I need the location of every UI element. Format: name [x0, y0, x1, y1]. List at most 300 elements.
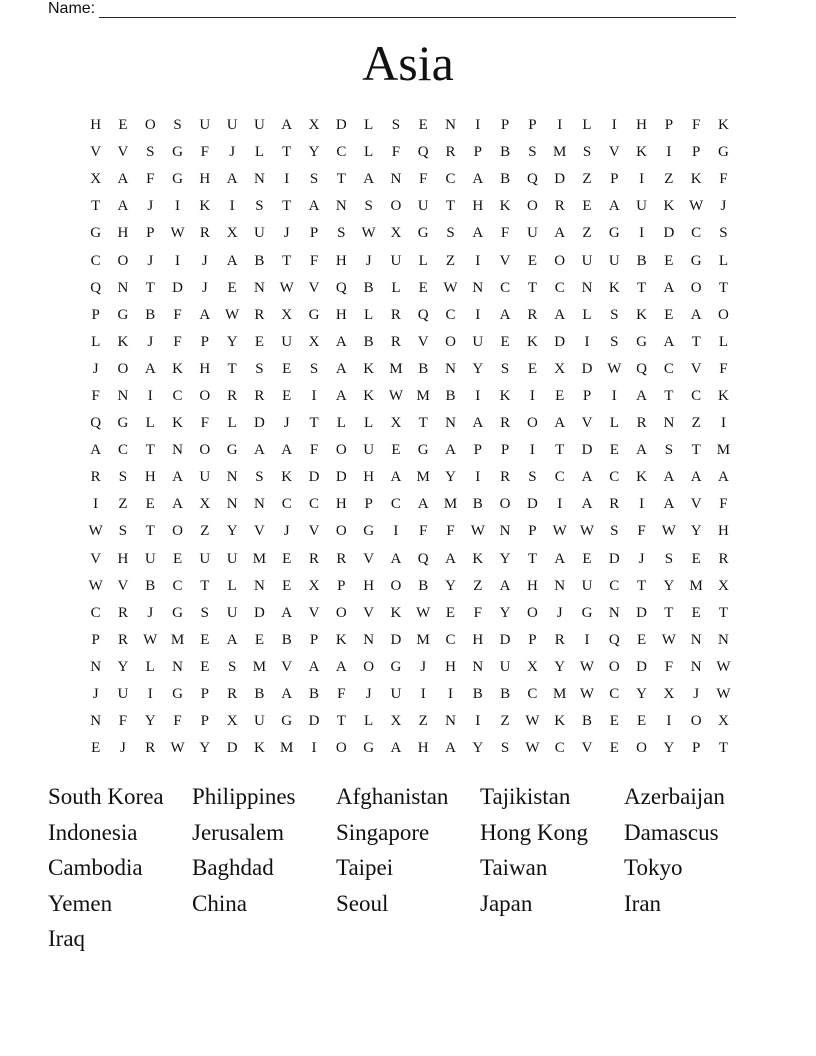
grid-letter[interactable]: B: [281, 631, 292, 648]
grid-letter[interactable]: F: [118, 713, 128, 730]
grid-letter[interactable]: E: [582, 198, 592, 215]
grid-letter[interactable]: T: [637, 577, 647, 594]
grid-letter[interactable]: L: [718, 252, 729, 269]
grid-letter[interactable]: H: [199, 360, 211, 377]
grid-letter[interactable]: I: [147, 387, 153, 404]
grid-letter[interactable]: I: [475, 252, 481, 269]
grid-letter[interactable]: E: [227, 279, 237, 296]
grid-letter[interactable]: P: [610, 171, 619, 188]
grid-letter[interactable]: P: [692, 144, 701, 161]
grid-letter[interactable]: O: [690, 713, 702, 730]
grid-letter[interactable]: A: [199, 306, 211, 323]
grid-letter[interactable]: Q: [608, 631, 620, 648]
grid-letter[interactable]: P: [337, 577, 346, 594]
grid-letter[interactable]: M: [252, 658, 267, 675]
grid-letter[interactable]: M: [170, 631, 185, 648]
grid-letter[interactable]: A: [335, 333, 347, 350]
grid-letter[interactable]: O: [390, 577, 402, 594]
grid-letter[interactable]: N: [254, 171, 265, 188]
grid-letter[interactable]: D: [526, 496, 538, 513]
grid-letter[interactable]: F: [446, 523, 455, 540]
grid-letter[interactable]: W: [716, 686, 731, 703]
grid-letter[interactable]: T: [227, 360, 237, 377]
grid-letter[interactable]: U: [117, 686, 129, 703]
grid-letter[interactable]: A: [690, 469, 702, 486]
grid-letter[interactable]: N: [690, 658, 702, 675]
grid-letter[interactable]: U: [226, 604, 238, 621]
grid-letter[interactable]: P: [146, 225, 155, 242]
grid-letter[interactable]: O: [526, 604, 538, 621]
grid-letter[interactable]: D: [608, 550, 620, 567]
grid-letter[interactable]: V: [117, 577, 129, 594]
grid-letter[interactable]: U: [199, 469, 211, 486]
grid-letter[interactable]: H: [526, 577, 538, 594]
grid-letter[interactable]: W: [607, 360, 622, 377]
grid-letter[interactable]: W: [388, 387, 403, 404]
grid-letter[interactable]: U: [390, 252, 402, 269]
grid-letter[interactable]: T: [527, 550, 537, 567]
grid-letter[interactable]: X: [199, 496, 211, 513]
grid-letter[interactable]: K: [690, 171, 702, 188]
grid-letter[interactable]: X: [308, 333, 320, 350]
grid-letter[interactable]: I: [311, 387, 317, 404]
grid-letter[interactable]: P: [200, 686, 209, 703]
grid-letter[interactable]: P: [364, 496, 373, 513]
grid-letter[interactable]: K: [718, 387, 729, 404]
grid-letter[interactable]: B: [472, 686, 483, 703]
grid-letter[interactable]: F: [173, 306, 182, 323]
grid-letter[interactable]: A: [390, 550, 402, 567]
grid-letter[interactable]: A: [499, 577, 511, 594]
grid-letter[interactable]: K: [199, 198, 211, 215]
grid-letter[interactable]: E: [527, 360, 537, 377]
grid-letter[interactable]: K: [472, 550, 484, 567]
grid-letter[interactable]: G: [690, 252, 702, 269]
grid-letter[interactable]: N: [445, 117, 456, 134]
grid-letter[interactable]: C: [554, 740, 565, 757]
grid-letter[interactable]: H: [445, 658, 456, 675]
grid-letter[interactable]: F: [719, 360, 728, 377]
grid-letter[interactable]: R: [609, 496, 620, 513]
grid-letter[interactable]: K: [390, 604, 402, 621]
grid-letter[interactable]: V: [90, 550, 102, 567]
grid-letter[interactable]: E: [172, 550, 183, 567]
grid-letter[interactable]: E: [527, 252, 537, 269]
grid-letter[interactable]: N: [445, 360, 456, 377]
grid-letter[interactable]: X: [308, 117, 320, 134]
grid-letter[interactable]: O: [335, 604, 347, 621]
grid-letter[interactable]: P: [528, 523, 537, 540]
grid-letter[interactable]: Y: [308, 144, 320, 161]
grid-letter[interactable]: D: [172, 279, 183, 296]
grid-letter[interactable]: H: [117, 550, 129, 567]
grid-letter[interactable]: F: [200, 144, 209, 161]
grid-letter[interactable]: V: [363, 550, 375, 567]
grid-letter[interactable]: Y: [445, 577, 456, 594]
grid-letter[interactable]: P: [91, 631, 100, 648]
grid-letter[interactable]: W: [661, 631, 676, 648]
grid-letter[interactable]: U: [144, 550, 156, 567]
grid-letter[interactable]: A: [172, 496, 183, 513]
grid-letter[interactable]: D: [308, 713, 320, 730]
grid-letter[interactable]: W: [579, 658, 595, 675]
grid-letter[interactable]: A: [581, 469, 593, 486]
grid-letter[interactable]: W: [579, 523, 595, 540]
grid-letter[interactable]: A: [117, 171, 129, 188]
grid-letter[interactable]: A: [281, 117, 293, 134]
grid-letter[interactable]: A: [445, 740, 456, 757]
grid-letter[interactable]: G: [308, 306, 320, 323]
grid-letter[interactable]: I: [475, 117, 481, 134]
grid-letter[interactable]: E: [91, 740, 101, 757]
grid-letter[interactable]: E: [664, 252, 674, 269]
grid-letter[interactable]: T: [664, 604, 674, 621]
grid-letter[interactable]: J: [720, 198, 727, 215]
grid-letter[interactable]: S: [582, 144, 592, 161]
grid-letter[interactable]: I: [584, 333, 590, 350]
grid-letter[interactable]: N: [226, 469, 238, 486]
grid-letter[interactable]: N: [117, 387, 129, 404]
grid-letter[interactable]: S: [200, 604, 209, 621]
grid-letter[interactable]: O: [335, 442, 347, 459]
grid-letter[interactable]: N: [390, 171, 402, 188]
grid-letter[interactable]: W: [170, 740, 185, 757]
grid-letter[interactable]: W: [170, 225, 185, 242]
grid-letter[interactable]: A: [363, 171, 375, 188]
grid-letter[interactable]: W: [661, 523, 676, 540]
grid-letter[interactable]: S: [173, 117, 182, 134]
grid-letter[interactable]: E: [637, 631, 647, 648]
grid-letter[interactable]: S: [255, 469, 264, 486]
grid-letter[interactable]: E: [691, 604, 701, 621]
grid-letter[interactable]: T: [691, 333, 701, 350]
grid-letter[interactable]: O: [117, 252, 129, 269]
grid-letter[interactable]: Q: [636, 360, 647, 377]
grid-letter[interactable]: N: [581, 279, 593, 296]
grid-letter[interactable]: N: [690, 631, 702, 648]
grid-letter[interactable]: N: [172, 442, 183, 459]
grid-letter[interactable]: F: [200, 415, 209, 432]
grid-letter[interactable]: R: [336, 550, 347, 567]
grid-letter[interactable]: F: [692, 117, 701, 134]
grid-letter[interactable]: K: [335, 631, 347, 648]
grid-letter[interactable]: Q: [526, 171, 538, 188]
grid-letter[interactable]: J: [365, 686, 372, 703]
grid-letter[interactable]: E: [582, 550, 592, 567]
grid-letter[interactable]: L: [364, 713, 374, 730]
grid-letter[interactable]: Y: [663, 740, 675, 757]
grid-letter[interactable]: O: [526, 198, 538, 215]
grid-letter[interactable]: I: [93, 496, 99, 513]
grid-letter[interactable]: T: [282, 144, 292, 161]
grid-letter[interactable]: U: [499, 658, 511, 675]
grid-letter[interactable]: X: [390, 713, 402, 730]
grid-letter[interactable]: A: [718, 469, 729, 486]
grid-letter[interactable]: K: [499, 198, 511, 215]
grid-letter[interactable]: L: [364, 306, 374, 323]
grid-letter[interactable]: A: [390, 740, 402, 757]
grid-letter[interactable]: T: [691, 442, 701, 459]
grid-letter[interactable]: L: [582, 117, 592, 134]
grid-letter[interactable]: W: [361, 225, 376, 242]
grid-letter[interactable]: U: [608, 252, 620, 269]
grid-letter[interactable]: U: [581, 577, 593, 594]
grid-letter[interactable]: E: [609, 713, 619, 730]
grid-letter[interactable]: A: [417, 496, 429, 513]
grid-letter[interactable]: Z: [118, 496, 128, 513]
grid-letter[interactable]: V: [281, 658, 293, 675]
grid-letter[interactable]: O: [445, 333, 456, 350]
grid-letter[interactable]: T: [718, 604, 729, 621]
grid-letter[interactable]: V: [363, 604, 375, 621]
grid-letter[interactable]: I: [311, 740, 317, 757]
grid-letter[interactable]: P: [473, 442, 482, 459]
grid-letter[interactable]: I: [666, 713, 672, 730]
grid-letter[interactable]: O: [608, 658, 620, 675]
grid-letter[interactable]: H: [472, 198, 484, 215]
grid-letter[interactable]: N: [254, 279, 265, 296]
grid-letter[interactable]: W: [88, 577, 103, 594]
grid-letter[interactable]: U: [636, 198, 647, 215]
grid-letter[interactable]: U: [472, 333, 484, 350]
grid-letter[interactable]: A: [663, 333, 675, 350]
grid-letter[interactable]: A: [281, 442, 293, 459]
grid-letter[interactable]: S: [664, 442, 674, 459]
grid-letter[interactable]: U: [254, 713, 265, 730]
grid-letter[interactable]: T: [718, 740, 729, 757]
grid-letter[interactable]: A: [499, 306, 511, 323]
grid-letter[interactable]: T: [145, 279, 155, 296]
grid-letter[interactable]: I: [529, 387, 535, 404]
grid-letter[interactable]: S: [118, 469, 128, 486]
grid-letter[interactable]: H: [363, 469, 375, 486]
grid-letter[interactable]: L: [582, 306, 592, 323]
grid-letter[interactable]: P: [473, 144, 482, 161]
grid-letter[interactable]: C: [609, 469, 620, 486]
grid-letter[interactable]: G: [90, 225, 102, 242]
grid-letter[interactable]: X: [663, 686, 675, 703]
grid-letter[interactable]: K: [554, 713, 566, 730]
grid-letter[interactable]: R: [254, 387, 265, 404]
grid-letter[interactable]: I: [175, 198, 181, 215]
grid-letter[interactable]: J: [92, 686, 99, 703]
grid-letter[interactable]: K: [718, 117, 729, 134]
grid-letter[interactable]: C: [90, 604, 101, 621]
grid-letter[interactable]: G: [172, 604, 183, 621]
grid-letter[interactable]: R: [445, 144, 456, 161]
grid-letter[interactable]: B: [500, 144, 511, 161]
grid-letter[interactable]: T: [336, 171, 346, 188]
grid-letter[interactable]: E: [282, 550, 292, 567]
grid-letter[interactable]: Z: [473, 577, 483, 594]
grid-letter[interactable]: T: [637, 279, 647, 296]
grid-letter[interactable]: I: [393, 523, 399, 540]
grid-letter[interactable]: E: [118, 117, 128, 134]
grid-letter[interactable]: K: [636, 306, 647, 323]
grid-letter[interactable]: E: [282, 577, 292, 594]
grid-letter[interactable]: C: [554, 469, 565, 486]
grid-letter[interactable]: T: [336, 713, 346, 730]
grid-letter[interactable]: A: [690, 306, 702, 323]
grid-letter[interactable]: K: [636, 469, 647, 486]
grid-letter[interactable]: P: [528, 631, 537, 648]
grid-letter[interactable]: M: [553, 144, 567, 161]
grid-letter[interactable]: M: [553, 686, 567, 703]
grid-letter[interactable]: P: [309, 225, 319, 242]
grid-letter[interactable]: A: [472, 171, 484, 188]
grid-letter[interactable]: J: [147, 198, 154, 215]
grid-letter[interactable]: S: [309, 171, 319, 188]
grid-letter[interactable]: H: [472, 631, 484, 648]
grid-letter[interactable]: Q: [417, 306, 429, 323]
grid-letter[interactable]: D: [636, 604, 647, 621]
grid-letter[interactable]: E: [282, 387, 292, 404]
grid-letter[interactable]: L: [227, 415, 237, 432]
grid-letter[interactable]: S: [255, 198, 264, 215]
grid-letter[interactable]: T: [555, 442, 565, 459]
grid-letter[interactable]: E: [445, 604, 456, 621]
grid-letter[interactable]: G: [363, 523, 375, 540]
grid-letter[interactable]: N: [90, 658, 102, 675]
grid-letter[interactable]: S: [255, 360, 264, 377]
grid-letter[interactable]: E: [200, 658, 210, 675]
grid-letter[interactable]: V: [608, 144, 620, 161]
grid-letter[interactable]: L: [418, 252, 428, 269]
grid-letter[interactable]: C: [117, 442, 128, 459]
grid-letter[interactable]: D: [335, 469, 347, 486]
grid-letter[interactable]: S: [391, 117, 401, 134]
grid-letter[interactable]: R: [227, 387, 238, 404]
grid-letter[interactable]: E: [418, 117, 428, 134]
grid-letter[interactable]: J: [147, 604, 154, 621]
grid-letter[interactable]: W: [716, 658, 731, 675]
grid-letter[interactable]: U: [254, 117, 265, 134]
grid-letter[interactable]: A: [472, 225, 484, 242]
grid-letter[interactable]: K: [281, 469, 293, 486]
grid-letter[interactable]: I: [448, 686, 453, 703]
grid-letter[interactable]: J: [693, 686, 700, 703]
grid-letter[interactable]: Y: [499, 550, 511, 567]
grid-letter[interactable]: G: [117, 415, 129, 432]
grid-letter[interactable]: F: [719, 171, 728, 188]
grid-letter[interactable]: I: [557, 496, 563, 513]
grid-letter[interactable]: C: [609, 686, 620, 703]
grid-letter[interactable]: Y: [117, 658, 129, 675]
grid-letter[interactable]: O: [363, 658, 375, 675]
grid-letter[interactable]: O: [636, 740, 647, 757]
grid-letter[interactable]: Y: [472, 360, 484, 377]
grid-letter[interactable]: V: [117, 144, 129, 161]
grid-letter[interactable]: T: [200, 577, 210, 594]
grid-letter[interactable]: Z: [445, 252, 456, 269]
grid-letter[interactable]: C: [445, 306, 456, 323]
grid-letter[interactable]: J: [556, 604, 563, 621]
grid-letter[interactable]: W: [143, 631, 158, 648]
grid-letter[interactable]: A: [308, 198, 320, 215]
grid-letter[interactable]: T: [282, 252, 292, 269]
grid-letter[interactable]: T: [664, 387, 674, 404]
grid-letter[interactable]: E: [282, 360, 292, 377]
grid-letter[interactable]: A: [636, 442, 647, 459]
grid-letter[interactable]: Z: [582, 225, 592, 242]
grid-letter[interactable]: L: [364, 415, 374, 432]
grid-letter[interactable]: Z: [664, 171, 674, 188]
grid-letter[interactable]: H: [90, 117, 102, 134]
grid-letter[interactable]: V: [308, 523, 320, 540]
grid-letter[interactable]: R: [718, 550, 729, 567]
grid-letter[interactable]: E: [254, 631, 265, 648]
grid-letter[interactable]: S: [610, 306, 619, 323]
grid-letter[interactable]: K: [663, 198, 675, 215]
grid-letter[interactable]: O: [690, 279, 702, 296]
grid-letter[interactable]: K: [172, 360, 183, 377]
grid-letter[interactable]: T: [91, 198, 101, 215]
grid-letter[interactable]: D: [554, 171, 566, 188]
grid-letter[interactable]: M: [689, 577, 703, 594]
grid-letter[interactable]: P: [500, 117, 510, 134]
grid-letter[interactable]: Z: [200, 523, 210, 540]
grid-letter[interactable]: R: [254, 306, 265, 323]
grid-letter[interactable]: M: [443, 496, 458, 513]
grid-letter[interactable]: B: [254, 252, 265, 269]
grid-letter[interactable]: B: [418, 360, 429, 377]
grid-letter[interactable]: V: [308, 279, 320, 296]
grid-letter[interactable]: Y: [636, 686, 647, 703]
grid-letter[interactable]: F: [173, 333, 182, 350]
grid-letter[interactable]: T: [145, 523, 155, 540]
grid-letter[interactable]: W: [225, 306, 240, 323]
grid-letter[interactable]: Z: [418, 713, 428, 730]
grid-letter[interactable]: A: [472, 415, 484, 432]
grid-letter[interactable]: V: [581, 740, 593, 757]
grid-letter[interactable]: Q: [90, 415, 102, 432]
grid-letter[interactable]: K: [254, 740, 265, 757]
grid-letter[interactable]: R: [390, 333, 401, 350]
grid-letter[interactable]: L: [145, 658, 155, 675]
grid-letter[interactable]: F: [419, 523, 428, 540]
grid-letter[interactable]: X: [90, 171, 102, 188]
grid-letter[interactable]: A: [226, 631, 238, 648]
grid-letter[interactable]: W: [279, 279, 294, 296]
grid-letter[interactable]: F: [146, 171, 155, 188]
grid-letter[interactable]: I: [584, 631, 590, 648]
grid-letter[interactable]: E: [609, 442, 619, 459]
grid-letter[interactable]: L: [91, 333, 101, 350]
grid-letter[interactable]: K: [117, 333, 129, 350]
grid-letter[interactable]: A: [581, 496, 593, 513]
grid-letter[interactable]: I: [475, 306, 481, 323]
grid-letter[interactable]: K: [363, 360, 375, 377]
grid-letter[interactable]: C: [609, 577, 620, 594]
grid-letter[interactable]: I: [639, 496, 645, 513]
grid-letter[interactable]: A: [663, 469, 675, 486]
grid-letter[interactable]: X: [226, 225, 238, 242]
grid-letter[interactable]: T: [282, 198, 292, 215]
grid-letter[interactable]: G: [363, 740, 375, 757]
grid-letter[interactable]: A: [390, 469, 402, 486]
grid-letter[interactable]: S: [118, 523, 128, 540]
grid-letter[interactable]: B: [445, 387, 456, 404]
grid-letter[interactable]: P: [200, 713, 209, 730]
grid-letter[interactable]: A: [663, 496, 675, 513]
grid-letter[interactable]: O: [554, 252, 566, 269]
grid-letter[interactable]: N: [117, 279, 129, 296]
grid-letter[interactable]: D: [636, 658, 647, 675]
grid-letter[interactable]: X: [390, 415, 402, 432]
grid-letter[interactable]: Q: [417, 550, 429, 567]
grid-letter[interactable]: Q: [417, 144, 429, 161]
grid-letter[interactable]: B: [581, 713, 592, 730]
